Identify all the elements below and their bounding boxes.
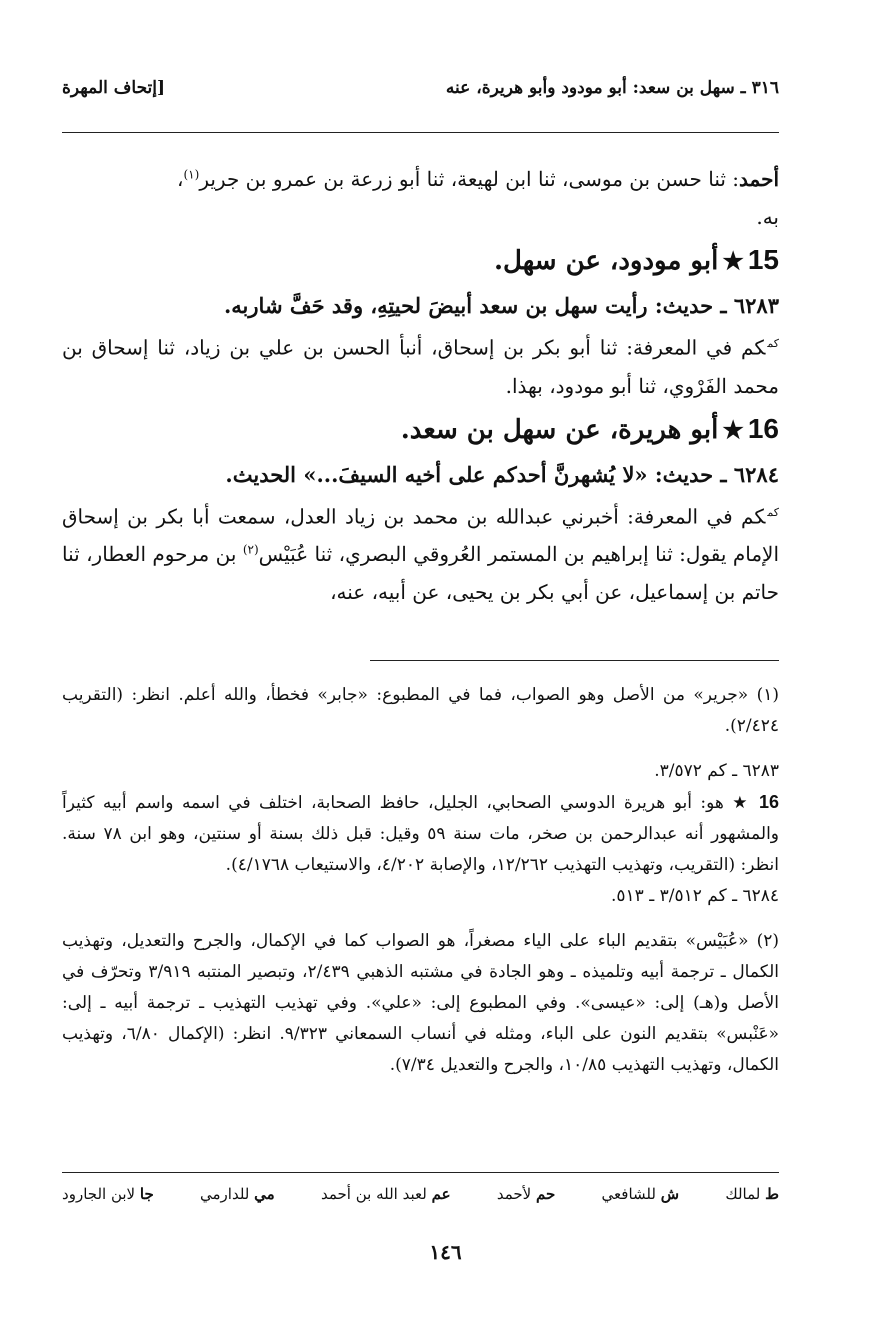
source-name: أحمد: [739, 167, 779, 191]
paragraph-ahmad: أحمد: ثنا حسن بن موسى، ثنا ابن لهيعة، ثنا أبو زرعة بن عمرو بن جرير$^{(١)}$،: [177, 167, 779, 191]
footnotes: [62, 680, 779, 1081]
star-icon: ★: [722, 246, 744, 275]
section-title: أبو هريرة، عن سهل بن سعد.: [400, 414, 719, 445]
section-15-heading: [62, 238, 779, 283]
isnad-text: : ثنا حسن بن موسى، ثنا ابن لهيعة، ثنا أبو زرعة بن عمرو بن جرير: [199, 167, 740, 191]
note-number: 16: [758, 792, 779, 812]
legend-divider: [62, 1172, 779, 1173]
paragraph-continuation: به.: [756, 205, 779, 229]
footnote-1: (١) «جرير» من الأصل وهو الصواب، فما في المطبوع: «جابر» فخطأ، والله أعلم. انظر: (التقريب ٢/٤٢٤).: [62, 685, 779, 736]
legend-item: عم لعبد الله بن أحمد: [320, 1185, 451, 1203]
legend-item: مي للدارمي: [200, 1185, 275, 1203]
header-divider: [62, 132, 779, 133]
footnote-ref-2[interactable]: (٢): [242, 542, 259, 557]
chapter-title: ٣١٦ ـ سهل بن سعد: أبو مودود وأبو هريرة، عنه: [445, 78, 779, 98]
running-header: [62, 78, 779, 98]
note-16: 16 ★ هو: أبو هريرة الدوسي الصحابي، الجليل، حافظ الصحابة، اختلف في اسمه واسم أبيه كثيراً والمشهور أنه عبدالرحمن بن صخر، مات سنة ٥٩ وقيل: قبل ذلك بسنة أو سنتين، وهو ابن ٧٨ سنة. انظر: (التقريب، وتهذيب التهذيب ١٢/٢٦٢، والإصابة ٤/٢٠٢، والاستيعاب ٤/١٧٦٨).: [62, 792, 780, 875]
source-tag: كم: [767, 505, 779, 519]
footnote-ref-1[interactable]: (١): [183, 167, 200, 182]
legend-item: ش للشافعي: [601, 1185, 680, 1203]
hadith-6283: ٦٢٨٣ ـ حديث: رأيت سهل بن سعد أبيضَ لحيتِهِ، وقد حَفَّ شاربه.: [223, 293, 779, 318]
hadith-6284: ٦٢٨٤ ـ حديث: «لا يُشهرنَّ أحدكم على أخيه السيفَ...» الحديث.: [225, 461, 779, 487]
section-16-heading: [62, 407, 779, 452]
footnote-2: (٢) «عُبَيْس» بتقديم الباء على الياء مصغراً، هو الصواب كما في الإكمال، والجرح والتعديل، وتهذيب الكمال ـ ترجمة أبيه وتلميذه ـ وهو الجادة في مشتبه الذهبي ٢/٤٣٩، وتبصير المنتبه ٣/٩١٩ وتحرّف في الأصل و(هـ) إلى: «عيسى». وفي المطبوع إلى: «علي». وفي تهذيب التهذيب ـ ترجمة أبيه ـ إلى: «عَنْبس» بتقديم النون على الباء، ومثله في أنساب السمعاني ٩/٣٢٣. انظر: (الإكمال ٦/٨٠، وتهذيب الكمال، وتهذيب التهذيب ١٠/٨٥، والجرح والتعديل ٧/٣٤).: [62, 931, 779, 1075]
note-6283: ٦٢٨٣ ـ كم ٣/٥٧٢.: [654, 761, 779, 781]
section-title: أبو مودود، عن سهل.: [494, 246, 719, 276]
abbreviation-legend: [62, 1185, 779, 1203]
section-number: 15: [747, 244, 779, 275]
source-tag: كم: [767, 337, 779, 350]
footnote-divider: [370, 660, 779, 661]
legend-item: حم لأحمد: [496, 1185, 556, 1203]
legend-item: جا لابن الجارود: [62, 1185, 154, 1203]
main-text: [62, 160, 779, 611]
section-number: 16: [747, 412, 779, 444]
legend-item: ط لمالك: [725, 1185, 779, 1203]
star-icon: ★: [722, 414, 744, 444]
source-6284: $^{كم}$كم في المعرفة: أخبرني عبدالله بن محمد بن زياد العدل، سمعت أبا بكر بن إسحاق الإمام يقول: ثنا إبراهيم بن المستمر العُروقي البصري، ثنا عُبَيْس$^{(٢)}$ بن مرحوم العطار، ثنا حاتم بن إسماعيل، عن أبي بكر بن يحيى، عن أبيه، عنه،: [62, 504, 780, 605]
note-6284: ٦٢٨٤ ـ كم ٣/٥١٢ ـ ٥١٣.: [610, 886, 779, 906]
book-title: [إتحاف المهرة: [62, 78, 166, 98]
page-number: ١٤٦: [429, 1240, 462, 1264]
source-6283: $^{كم}$كم في المعرفة: ثنا أبو بكر بن إسحاق، أنبأ الحسن بن علي بن زياد، ثنا إسحاق بن محمد الفَرْوي، ثنا أبو مودود، بهذا.: [62, 335, 779, 398]
